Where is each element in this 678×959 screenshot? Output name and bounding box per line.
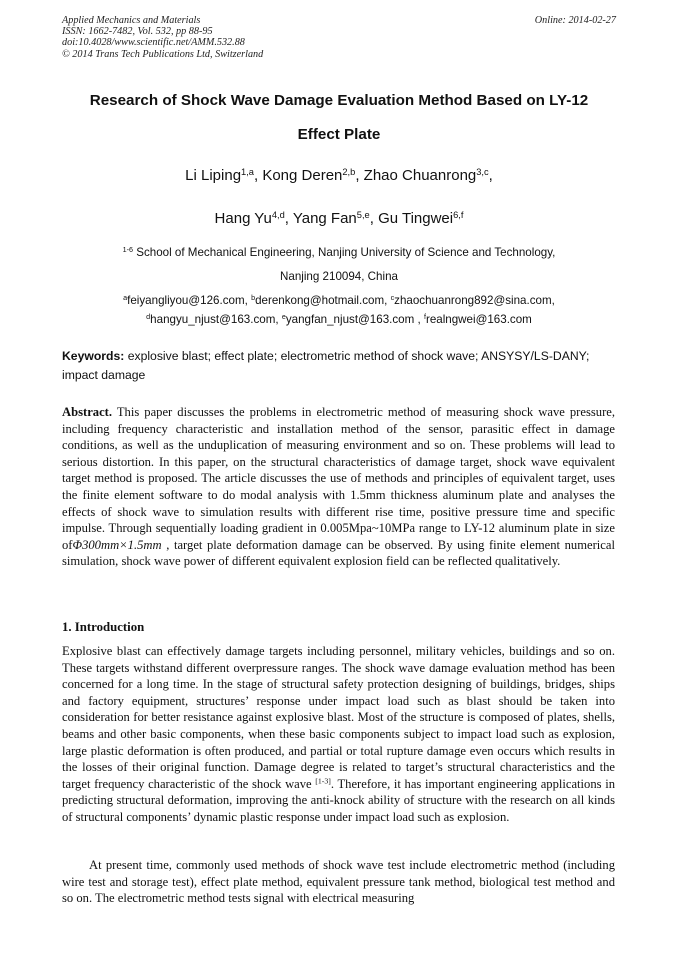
- online-date: Online: 2014-02-27: [534, 15, 616, 26]
- email-sup: f: [423, 312, 426, 322]
- affiliation-sup: 1-6: [122, 245, 134, 255]
- email-link[interactable]: derenkong@hotmail.com,: [255, 294, 388, 307]
- email-sup: e: [281, 312, 286, 322]
- affiliation-line-1: [40, 246, 638, 259]
- journal-header: [62, 15, 263, 60]
- email-link[interactable]: feiyangliyou@126.com,: [127, 294, 248, 307]
- paper-title-line-2: Effect Plate: [297, 126, 381, 143]
- author-sup: 2,b: [342, 166, 356, 177]
- author-name: Yang Fan: [292, 210, 357, 227]
- email-sup: d: [146, 312, 151, 322]
- author-line-2: Hang Yu$^{4,d}$, Yang Fan$^{5,e}$, Gu Tingwei$^{6,f}$: [214, 209, 464, 227]
- affiliation-text: School of Mechanical Engineering, Nanjing University of Science and Technology,: [136, 246, 556, 259]
- intro-p1-text-end: . Therefore, it has important engineering applications in predicting structural deformation, improving the anti-knock ability of structure with the research on all kinds of structural components’ dynamic plastic response under impact load such as explosion.: [62, 776, 615, 824]
- email-link[interactable]: hangyu_njust@163.com,: [150, 313, 279, 326]
- abstract-block: [62, 404, 615, 570]
- email-link[interactable]: yangfan_njust@163.com ,: [285, 313, 421, 326]
- keywords-label: Keywords:: [62, 349, 125, 363]
- author-name: Hang Yu: [214, 210, 272, 227]
- author-sup: 3,c: [476, 166, 489, 177]
- abstract-text: This paper discusses the problems in electrometric method of measuring shock wave pressure, including frequency characteristic and installation method of the sensor, parasitic effect in damage conditions, as well as the unduplication of measuring environment and so on. These problems will lead to serious distortion. In this paper, on the structural characteristics of damage target, shock wave equivalent target method is proposed. The article discusses the use of methods and principles of equivalent target, uses the finite element software to do modal analysis with 1.5mm thickness aluminum plate and analyses the effects of shock wave to simulation results with different rise time, positive pressure time and specific impulse. Through sequentially loading gradient in 0.005Mpa~10MPa range to LY-12 aluminum plate in size of: [62, 405, 615, 552]
- affiliation-line-2: Nanjing 210094, China: [280, 270, 398, 283]
- author-name: Gu Tingwei: [378, 210, 454, 227]
- email-link[interactable]: zhaochuanrong892@sina.com,: [394, 294, 555, 307]
- email-sup: c: [390, 293, 395, 303]
- email-line-2: [40, 313, 638, 326]
- author-line-1: Li Liping$^{1,a}$, Kong Deren$^{2,b}$, Zhao Chuanrong$^{3,c}$,: [185, 166, 493, 184]
- intro-paragraph-1: [62, 643, 615, 826]
- citation[interactable]: [1-3]: [315, 776, 331, 786]
- email-line-1: [40, 294, 638, 307]
- copyright-line: © 2014 Trans Tech Publications Ltd, Switzerland: [62, 48, 264, 60]
- doi-line: doi:10.4028/www.scientific.net/AMM.532.88: [62, 37, 245, 49]
- issn-line: ISSN: 1662-7482, Vol. 532, pp 88-95: [62, 26, 213, 38]
- author-sup: 6,f: [453, 209, 464, 220]
- section-heading-introduction: 1. Introduction: [62, 620, 145, 634]
- intro-p1-text: Explosive blast can effectively damage targets including personnel, military vehicles, buildings and so on. These targets withstand different overpressure ranges. The shock wave damage evaluation method has been concerned for a long time. In the stage of structural safety protection designing of buildings, bridges, ships and factory equipment, structures’ response under impact load such as blast should be taken into consideration for better resistance against explosive blast. Most of the structure is composed of plates, shells, beams and other basic components, when these basic components subject to impact load such as explosion, large plastic deformation is often produced, and partial or total rupture damage even occurs which results in the losses of their original function. Damage degree is related to target’s structural characteristics and the target frequency characteristic of the shock wave: [62, 644, 615, 791]
- author-name: Li Liping: [185, 167, 242, 184]
- abstract-label: Abstract.: [62, 405, 113, 419]
- author-name: Zhao Chuanrong: [363, 167, 477, 184]
- email-sup: a: [123, 293, 128, 303]
- abstract-text-end: , target plate deformation damage can be observed. By using finite element numerical simulation, shock wave power of different equivalent explosion field can be reflected qualitatively.: [62, 537, 615, 569]
- keywords-text: explosive blast; effect plate; electrometric method of shock wave; ANSYSY/LS-DANY; impact damage: [62, 349, 590, 382]
- email-sup: b: [251, 293, 256, 303]
- keywords-block: [62, 347, 615, 385]
- author-sup: 5,e: [356, 209, 370, 220]
- abstract-math: Φ300mm×1.5mm: [72, 537, 162, 552]
- author-sup: 1,a: [241, 166, 254, 177]
- journal-name: Applied Mechanics and Materials: [62, 15, 201, 26]
- email-link[interactable]: realngwei@163.com: [425, 313, 532, 326]
- intro-paragraph-2: At present time, commonly used methods of shock wave test include electrometric method (including wire test and storage test), effect plate method, equivalent pressure tank method, biological test method and so on. The electrometric method tests signal with electrical measuring: [62, 858, 615, 906]
- paper-title-line-1: Research of Shock Wave Damage Evaluation Method Based on LY-12: [89, 92, 589, 109]
- author-name: Kong Deren: [262, 167, 343, 184]
- author-sup: 4,d: [271, 209, 285, 220]
